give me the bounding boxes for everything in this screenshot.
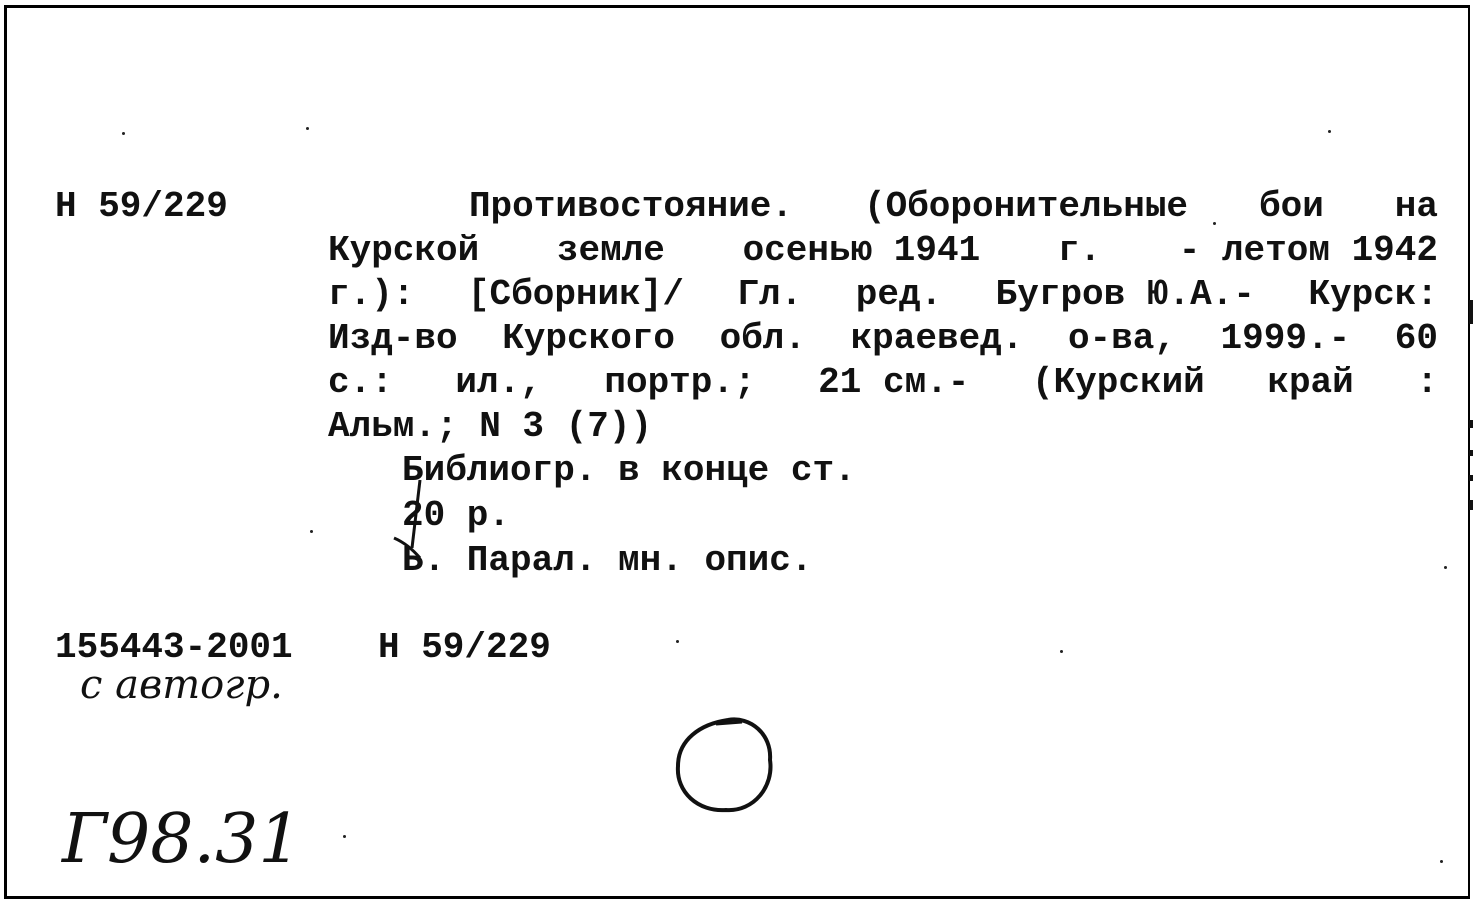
title-word: [Сборник]/ [467, 274, 684, 315]
title-word: Гл. [737, 274, 803, 315]
title-word: 21 см.- [818, 362, 970, 403]
speck [122, 132, 125, 135]
title-line-1 [328, 185, 1438, 229]
shelfmark-bottom: Н 59/229 [378, 627, 551, 668]
inventory-number: 155443-2001 [55, 627, 293, 668]
note-price: 20 р. [402, 495, 511, 536]
title-word: Изд-во [328, 318, 458, 359]
speck [1440, 860, 1443, 863]
title-word: (Курский [1031, 362, 1205, 403]
title-word: о-ва, [1067, 318, 1176, 359]
title-word: обл. [719, 318, 806, 359]
note-description: Ь. Парал. мн. опис. [402, 540, 813, 581]
stamp-circle [668, 712, 788, 822]
title-word: - летом 1942 [1178, 230, 1438, 271]
title-word: краевед. [850, 318, 1024, 359]
title-word: ред. [855, 274, 943, 315]
speck [343, 835, 346, 838]
title-word: осенью 1941 [742, 230, 981, 271]
title-word: г. [1057, 230, 1102, 271]
speck [676, 640, 679, 643]
title-word: Противостояние. [468, 186, 794, 227]
title-line-2 [328, 229, 1438, 273]
title-word: Курской [328, 230, 480, 271]
title-line-4 [328, 317, 1438, 361]
title-word: : [1416, 362, 1438, 403]
title-word: (Оборонительные [863, 186, 1189, 227]
speck [306, 127, 309, 130]
title-word: земле [556, 230, 665, 271]
speck [310, 530, 313, 533]
title-word: Бугров Ю.А.- [995, 274, 1255, 315]
pen-correction-mark [390, 478, 450, 578]
title-word: с.: [328, 362, 393, 403]
title-word: на [1394, 186, 1438, 227]
title-word: г.): [328, 274, 415, 315]
speck [1060, 650, 1063, 653]
card-edge-marks [1469, 300, 1473, 600]
speck [1213, 222, 1216, 225]
title-word: Курского [502, 318, 676, 359]
speck [1328, 130, 1331, 133]
title-word: 60 [1394, 318, 1438, 359]
title-line-5 [328, 361, 1438, 405]
title-line-3 [328, 273, 1438, 317]
speck [1444, 566, 1447, 569]
handwritten-classmark: Г98.31 [62, 800, 302, 879]
handwritten-autograph-note: с автогр. [80, 662, 283, 708]
title-word: край [1267, 362, 1354, 403]
shelfmark-top: Н 59/229 [55, 186, 228, 227]
title-word: портр.; [604, 362, 756, 403]
title-word: бои [1258, 186, 1324, 227]
title-line-6: Альм.; N 3 (7)) [328, 406, 653, 447]
title-word: Курск: [1308, 274, 1438, 315]
title-word: ил., [455, 362, 542, 403]
title-word: 1999.- [1220, 318, 1351, 359]
note-bibliography: Библиогр. в конце ст. [402, 450, 856, 491]
